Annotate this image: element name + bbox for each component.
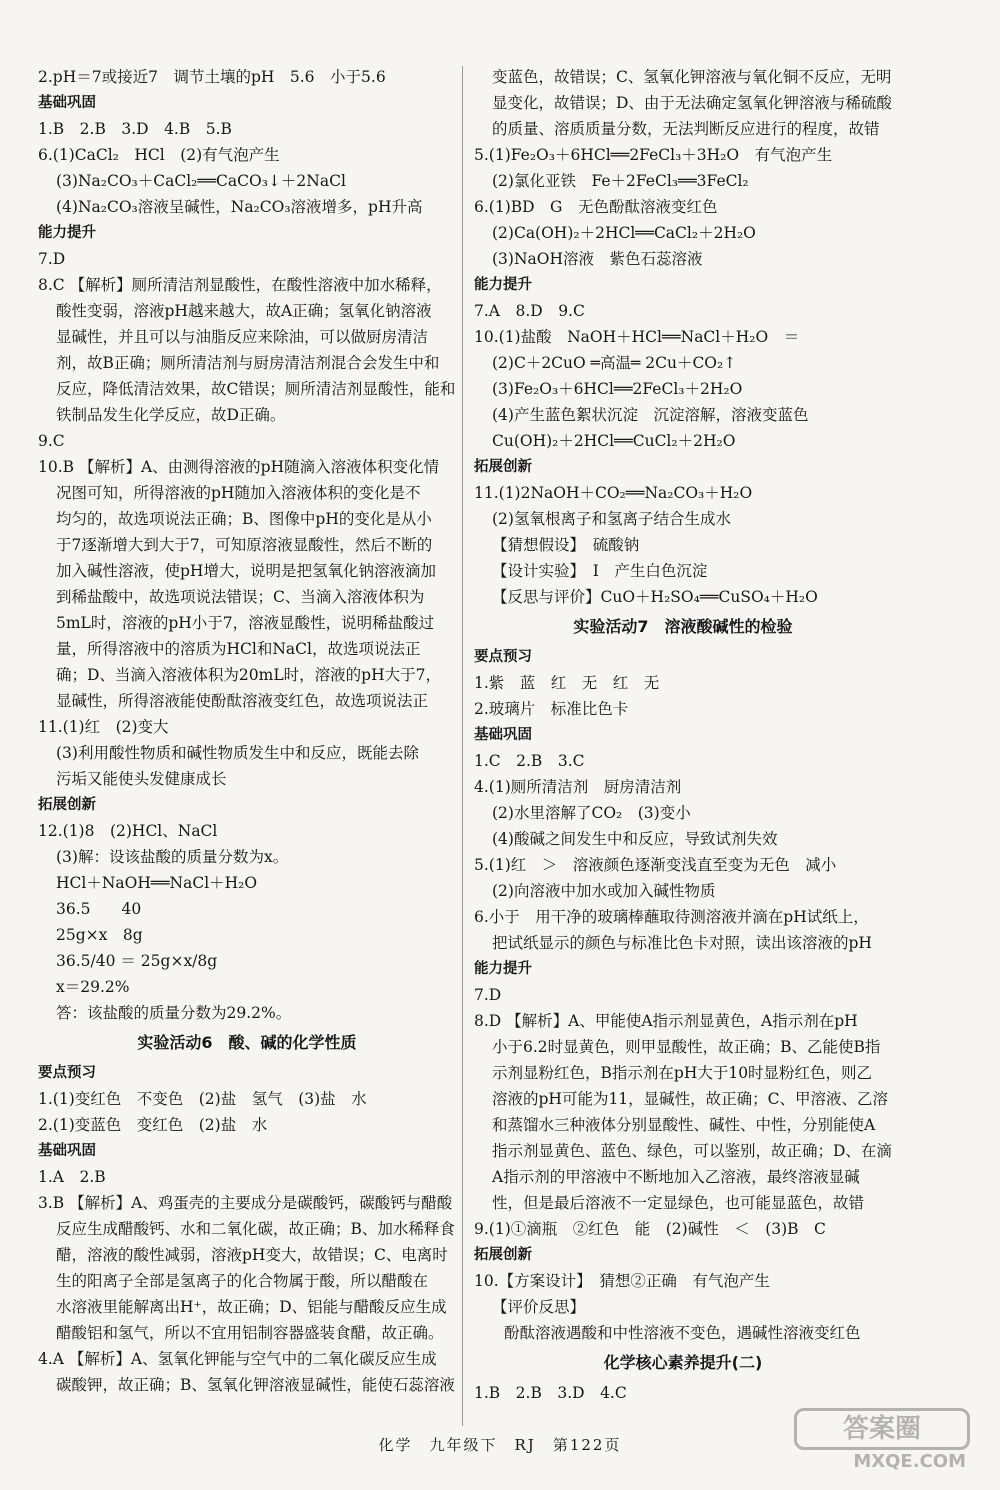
answer-line: (4)酸碱之间发生中和反应，导致试剂失效: [492, 830, 778, 848]
answer-line: 反应生成醋酸钙、水和二氧化碳，故正确；B、加水稀释食: [56, 1220, 455, 1238]
column-divider: [462, 66, 463, 1426]
watermark-logo: [794, 1408, 970, 1472]
page-footer: 化学 九年级下 RJ 第122页: [378, 1436, 622, 1454]
answer-line: 【评价反思】: [492, 1298, 586, 1316]
answer-line: (4)Na₂CO₃溶液呈碱性，Na₂CO₃溶液增多，pH升高: [56, 198, 423, 216]
answer-line: 1.A 2.B: [38, 1168, 106, 1186]
answer-line: 【猜想假设】 硫酸钠: [492, 536, 640, 554]
answer-line: 况图可知，所得溶液的pH随加入溶液体积的变化是不: [56, 484, 421, 502]
answer-line: 指示剂显黄色、蓝色、绿色，可以鉴别，故正确；D、在滴: [492, 1142, 892, 1160]
answer-line: (2)向溶液中加水或加入碱性物质: [492, 882, 716, 900]
section-heading: 基础巩固: [38, 1143, 96, 1159]
answer-line: 反应，降低清洁效果，故C错误；厕所清洁剂显酸性，能和: [56, 380, 456, 398]
answer-line: 剂，故B正确；厕所清洁剂与厨房清洁剂混合会发生中和: [56, 354, 440, 372]
watermark-badge: 答案圈: [794, 1408, 970, 1450]
section-heading: 基础巩固: [38, 95, 96, 111]
watermark-url: MXQE.COM: [853, 1451, 966, 1472]
answer-line: 5.(1)Fe₂O₃＋6HCl══2FeCl₃＋3H₂O 有气泡产生: [474, 146, 833, 164]
section-heading: 要点预习: [38, 1065, 96, 1081]
answer-line: 【反思与评价】CuO＋H₂SO₄══CuSO₄＋H₂O: [492, 588, 818, 606]
section-heading: 能力提升: [474, 277, 532, 293]
answer-line: 和蒸馏水三种液体分别显酸性、碱性、中性，分别能使A: [492, 1116, 876, 1134]
answer-line: 36.5 40: [56, 900, 142, 918]
section-heading: 拓展创新: [474, 1247, 532, 1263]
answer-line: 8.D 【解析】A、甲能使A指示剂显黄色，A指示剂在pH: [474, 1012, 858, 1030]
answer-line: 6.(1)BD G 无色酚酞溶液变红色: [474, 198, 718, 216]
answer-line: 6.(1)CaCl₂ HCl (2)有气泡产生: [38, 146, 280, 164]
answer-line: 2.pH＝7或接近7 调节土壤的pH 5.6 小于5.6: [38, 68, 386, 86]
answer-line: 酚酞溶液遇酸和中性溶液不变色，遇碱性溶液变红色: [504, 1324, 861, 1342]
answer-line: 4.A 【解析】A、氢氧化钾能与空气中的二氧化碳反应生成: [38, 1350, 437, 1368]
answer-line: 醋酸铝和氢气，所以不宜用铝制容器盛装食醋，故正确。: [56, 1324, 444, 1342]
answer-line: (3)利用酸性物质和碱性物质发生中和反应，既能去除: [56, 744, 419, 762]
answer-line: 示剂显粉红色，B指示剂在pH大于10时显粉红色，则乙: [492, 1064, 873, 1082]
answer-line: (3)Fe₂O₃＋6HCl══2FeCl₃＋2H₂O: [492, 380, 743, 398]
section-heading: 要点预习: [474, 649, 532, 665]
answer-line: (2)水里溶解了CO₂ (3)变小: [492, 804, 691, 822]
answer-line: 1.B 2.B 3.D 4.C: [474, 1384, 627, 1402]
answer-line: 6.小于 用干净的玻璃棒蘸取待测溶液并滴在pH试纸上，: [474, 908, 869, 926]
answer-line: A指示剂的甲溶液中不断地加入乙溶液，最终溶液显碱: [492, 1168, 860, 1186]
answer-line: 酸性变弱，溶液pH越来越大，故A正确；氢氧化钠溶液: [56, 302, 432, 320]
answer-line: 小于6.2时显黄色，则甲显酸性，故正确；B、乙能使B指: [492, 1038, 881, 1056]
answer-line: (3)Na₂CO₃＋CaCl₂══CaCO₃↓＋2NaCl: [56, 172, 346, 190]
section-heading: 能力提升: [474, 961, 532, 977]
answer-line: 3.B 【解析】A、鸡蛋壳的主要成分是碳酸钙，碳酸钙与醋酸: [38, 1194, 453, 1212]
answer-line: 均匀的，故选项说法正确；B、图像中pH的变化是从小: [56, 510, 432, 528]
answer-line: 性，但是最后溶液不一定显绿色，也可能显蓝色，故错: [492, 1194, 865, 1212]
answer-line: 1.紫 蓝 红 无 红 无: [474, 674, 660, 692]
answer-line: 水溶液里能解离出H⁺，故正确；D、铝能与醋酸反应生成: [56, 1298, 447, 1316]
answer-line: (3)解：设该盐酸的质量分数为x。: [56, 848, 289, 866]
answer-line: 确；D、当滴入溶液体积为20mL时，溶液的pH大于7，: [56, 666, 441, 684]
answer-line: 4.(1)厕所清洁剂 厨房清洁剂: [474, 778, 682, 796]
answer-line: x＝29.2%: [56, 978, 130, 996]
answer-line: Cu(OH)₂＋2HCl══CuCl₂＋2H₂O: [492, 432, 736, 450]
section-title: 实验活动6 酸、碱的化学性质: [137, 1033, 357, 1052]
answer-line: 9.C: [38, 432, 65, 450]
answer-line: 把试纸显示的颜色与标准比色卡对照，读出该溶液的pH: [492, 934, 872, 952]
answer-line: 答：该盐酸的质量分数为29.2%。: [56, 1004, 292, 1022]
answer-line: 到稀盐酸中，故选项说法错误；C、当滴入溶液体积为: [56, 588, 425, 606]
answer-line: 显碱性，所得溶液能使酚酞溶液变红色，故选项说法正: [56, 692, 429, 710]
answer-line: 变蓝色，故错误；C、氢氧化钾溶液与氧化铜不反应，无明: [492, 68, 892, 86]
answer-line: 于7逐渐增大到大于7，可知原溶液显酸性，然后不断的: [56, 536, 433, 554]
answer-line: 25g×x 8g: [56, 926, 143, 944]
answer-line: 10.(1)盐酸 NaOH＋HCl══NaCl＋H₂O ＝: [474, 328, 800, 346]
answer-line: 碳酸钾，故正确；B、氢氧化钾溶液显碱性，能使石蕊溶液: [56, 1376, 455, 1394]
answer-line: 9.(1)①滴瓶 ②红色 能 (2)碱性 ＜ (3)B C: [474, 1220, 826, 1238]
right-column: [474, 64, 892, 1406]
answer-line: 10.【方案设计】 猜想②正确 有气泡产生: [474, 1272, 770, 1290]
answer-line: (2)Ca(OH)₂＋2HCl══CaCl₂＋2H₂O: [492, 224, 756, 242]
left-column: [38, 64, 456, 1398]
answer-line: 10.B 【解析】A、由测得溶液的pH随滴入溶液体积变化情: [38, 458, 440, 476]
answer-line: 2.玻璃片 标准比色卡: [474, 700, 629, 718]
answer-line: 醋，溶液的酸性减弱，溶液pH变大，故错误；C、电离时: [56, 1246, 448, 1264]
answer-line: 生的阳离子全部是氢离子的化合物属于酸，所以醋酸在: [56, 1272, 429, 1290]
answer-line: 溶液的pH可能为11，显碱性，故正确；C、甲溶液、乙溶: [492, 1090, 889, 1108]
answer-line: 2.(1)变蓝色 变红色 (2)盐 水: [38, 1116, 268, 1134]
answer-line: 【设计实验】 Ⅰ 产生白色沉淀: [492, 562, 708, 580]
section-heading: 能力提升: [38, 225, 96, 241]
answer-line: 5mL时，溶液的pH小于7，溶液显酸性，说明稀盐酸过: [56, 614, 435, 632]
section-heading: 拓展创新: [38, 797, 96, 813]
answer-line: 5.(1)红 ＞ 溶液颜色逐渐变浅直至变为无色 减小: [474, 856, 837, 874]
answer-line: 11.(1)2NaOH＋CO₂══Na₂CO₃＋H₂O: [474, 484, 753, 502]
answer-line: 显碱性，并且可以与油脂反应来除油，可以做厨房清洁: [56, 328, 429, 346]
answer-line: 显变化，故错误；D、由于无法确定氢氧化钾溶液与稀硫酸: [492, 94, 892, 112]
section-title: 实验活动7 溶液酸碱性的检验: [573, 617, 793, 636]
section-title: 化学核心素养提升(二): [603, 1353, 763, 1372]
answer-line: 8.C 【解析】厕所清洁剂显酸性，在酸性溶液中加水稀释，: [38, 276, 442, 294]
section-heading: 基础巩固: [474, 727, 532, 743]
answer-line: (4)产生蓝色絮状沉淀 沉淀溶解，溶液变蓝色: [492, 406, 809, 424]
answer-line: 7.D: [38, 250, 66, 268]
answer-line: 的质量、溶质质量分数，无法判断反应进行的程度，故错: [492, 120, 880, 138]
answer-line: HCl＋NaOH══NaCl＋H₂O: [56, 874, 258, 892]
answer-line: (2)氢氧根离子和氢离子结合生成水: [492, 510, 731, 528]
answer-line: 11.(1)红 (2)变大: [38, 718, 169, 736]
answer-line: (2)C＋2CuO ═高温═ 2Cu＋CO₂↑: [492, 354, 737, 372]
answer-line: (2)氯化亚铁 Fe＋2FeCl₃══3FeCl₂: [492, 172, 749, 190]
answer-line: 1.C 2.B 3.C: [474, 752, 585, 770]
answer-line: 量，所得溶液中的溶质为HCl和NaCl，故选项说法正: [56, 640, 421, 658]
answer-line: 污垢又能使头发健康成长: [56, 770, 227, 788]
answer-line: 1.B 2.B 3.D 4.B 5.B: [38, 120, 232, 138]
answer-line: 36.5/40 ＝ 25g×x/8g: [56, 952, 218, 970]
section-heading: 拓展创新: [474, 459, 532, 475]
answer-line: (3)NaOH溶液 紫色石蕊溶液: [492, 250, 703, 268]
answer-line: 铁制品发生化学反应，故D正确。: [56, 406, 286, 424]
answer-line: 加入碱性溶液，使pH增大，说明是把氢氧化钠溶液滴加: [56, 562, 436, 580]
answer-line: 1.(1)变红色 不变色 (2)盐 氢气 (3)盐 水: [38, 1090, 367, 1108]
answer-line: 12.(1)8 (2)HCl、NaCl: [38, 822, 218, 840]
answer-line: 7.D: [474, 986, 502, 1004]
answer-line: 7.A 8.D 9.C: [474, 302, 585, 320]
